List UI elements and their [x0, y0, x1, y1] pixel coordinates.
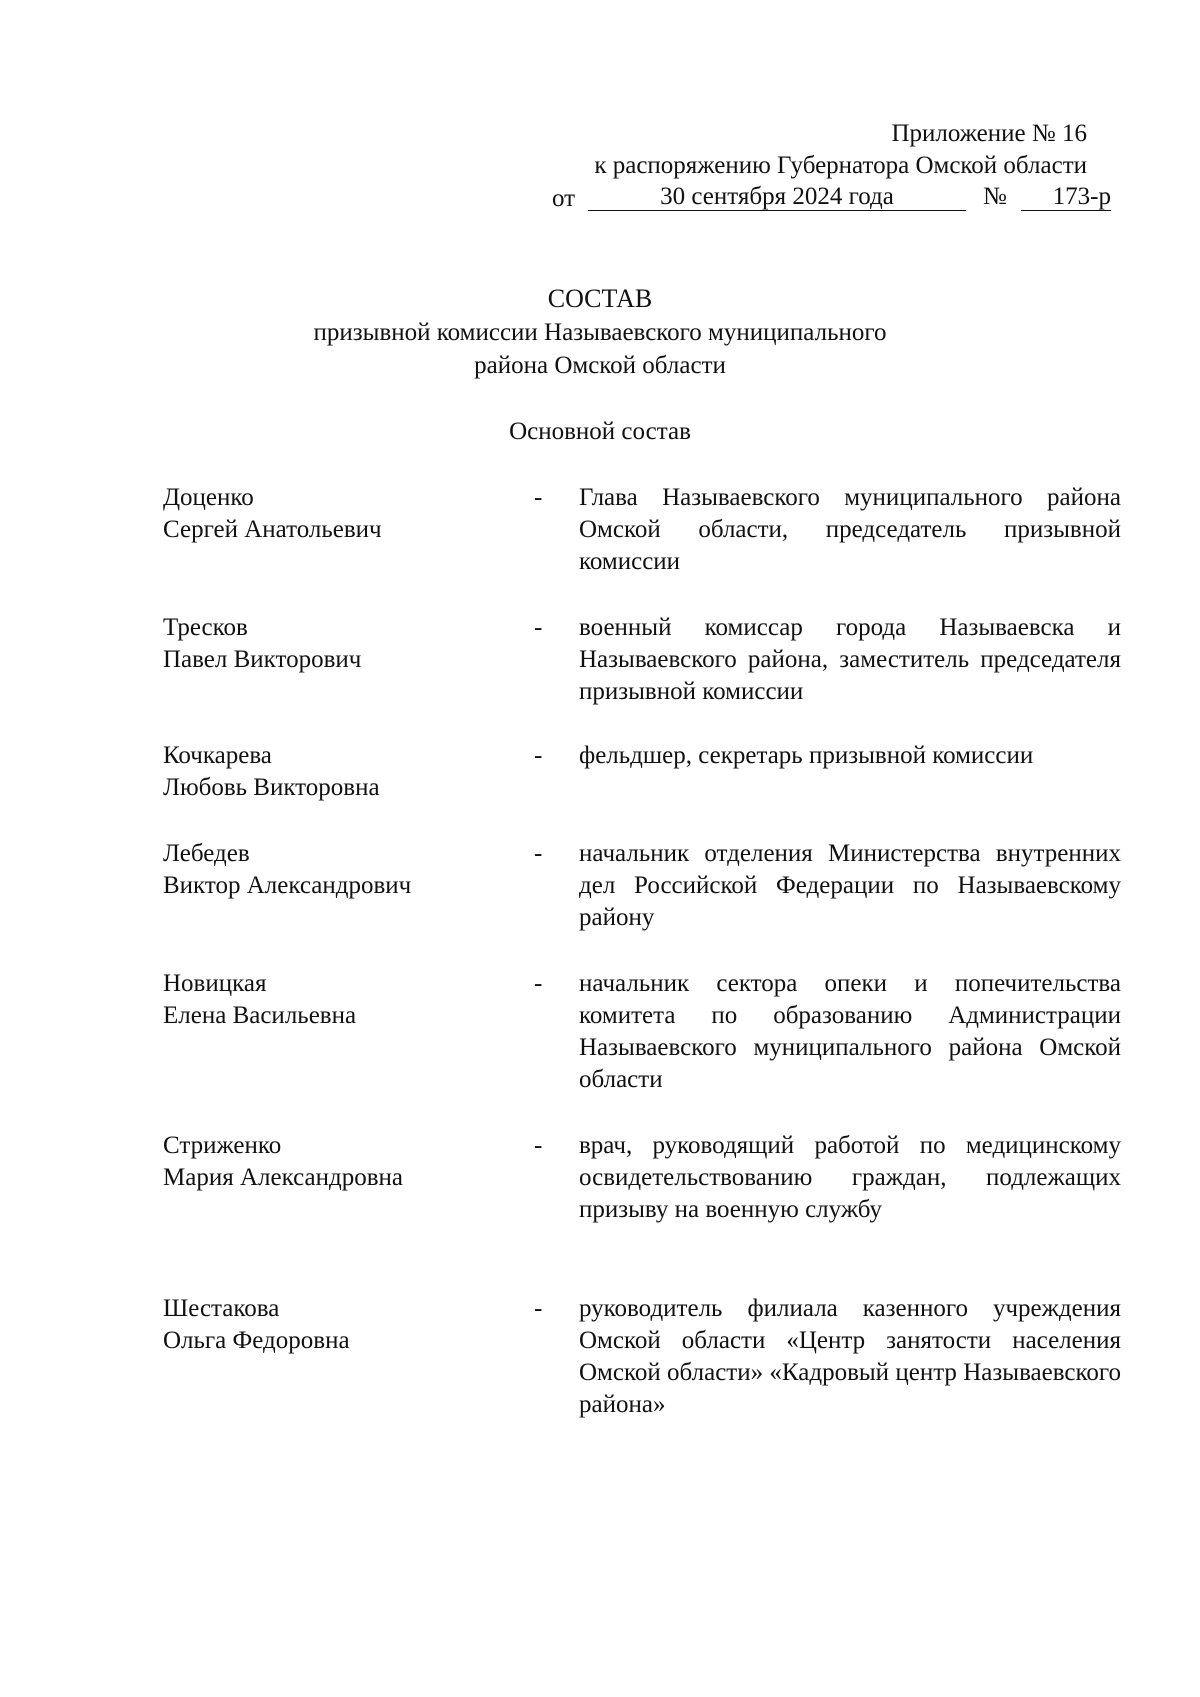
appendix-reference	[487, 118, 1087, 182]
member-given-names: Елена Васильевна	[163, 1002, 357, 1029]
appendix-to: к распоряжению Губернатора Омской области	[594, 152, 1087, 179]
appendix-label: Приложение № 16	[891, 120, 1087, 147]
document-title-block	[0, 282, 1200, 382]
order-date: 30 сентября 2024 года	[588, 183, 966, 211]
member-surname: Тресков	[163, 614, 248, 641]
member-given-names: Мария Александровна	[163, 1164, 403, 1191]
member-given-names: Любовь Викторовна	[163, 774, 380, 801]
member-role: военный комиссар города Называевска и Называевского района, заместитель председателя призывной комиссии	[579, 614, 1121, 705]
member-surname: Лебедев	[163, 840, 250, 867]
order-number: 173-р	[1021, 183, 1111, 211]
member-name	[163, 740, 503, 804]
member-dash: -	[534, 1132, 543, 1159]
member-surname: Кочкарева	[163, 742, 272, 769]
member-role: Глава Называевского муниципального района Омской области, председатель призывной комиссии	[579, 484, 1121, 575]
member-dash: -	[534, 1295, 543, 1322]
member-role: руководитель филиала казенного учреждения Омской области «Центр занятости населения Омской области» «Кадровый центр Называевского района»	[579, 1295, 1121, 1418]
member-role: начальник отделения Министерства внутренних дел Российской Федерации по Называевскому району	[579, 840, 1121, 931]
order-number-label: №	[983, 183, 1007, 210]
member-dash: -	[534, 614, 543, 641]
member-given-names: Павел Викторович	[163, 646, 362, 673]
member-name	[163, 968, 503, 1032]
member-name	[163, 482, 503, 546]
member-role: начальник сектора опеки и попечительства комитета по образованию Администрации Называевского муниципального района Омской области	[579, 970, 1121, 1093]
member-surname: Доценко	[163, 484, 254, 511]
member-role: фельдшер, секретарь призывной комиссии	[579, 742, 1034, 769]
member-dash: -	[534, 970, 543, 997]
member-given-names: Виктор Александрович	[163, 872, 412, 899]
member-given-names: Сергей Анатольевич	[163, 516, 382, 543]
document-title: СОСТАВ	[547, 284, 653, 313]
document-subtitle-line-2: района Омской области	[474, 352, 726, 379]
member-dash: -	[534, 840, 543, 867]
member-dash: -	[534, 484, 543, 511]
member-surname: Стриженко	[163, 1132, 282, 1159]
member-role: врач, руководящий работой по медицинскому освидетельствованию граждан, подлежащих призыву на военную службу	[579, 1132, 1121, 1223]
member-name	[163, 1130, 503, 1194]
order-reference	[552, 183, 1112, 217]
member-name	[163, 1293, 503, 1357]
member-surname: Шестакова	[163, 1295, 280, 1322]
order-from-label: от	[552, 185, 576, 212]
member-given-names: Ольга Федоровна	[163, 1327, 350, 1354]
member-name	[163, 838, 503, 902]
member-name	[163, 612, 503, 676]
member-surname: Новицкая	[163, 970, 267, 997]
document-subtitle-line-1: призывной комиссии Называевского муниципального	[313, 319, 887, 346]
section-heading: Основной состав	[509, 418, 691, 445]
member-dash: -	[534, 742, 543, 769]
